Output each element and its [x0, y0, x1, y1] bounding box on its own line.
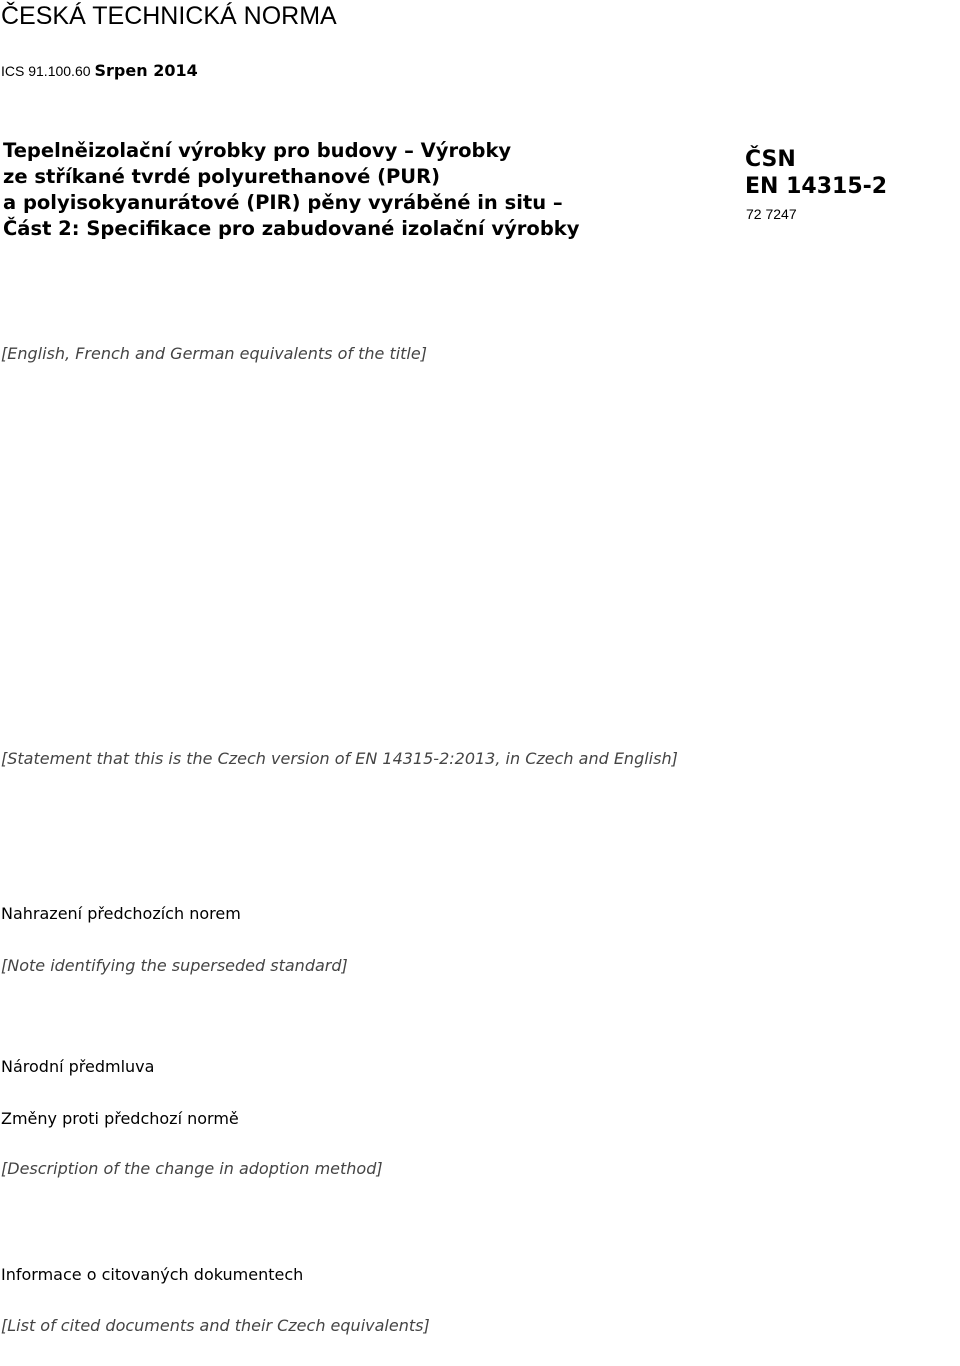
replacement-note: [Note identifying the superseded standard]: [1, 956, 348, 975]
changes-text: [Description of the change in adoption method]: [1, 1159, 383, 1178]
references-text: [List of cited documents and their Czech equivalents]: [1, 1316, 430, 1335]
section-replacement-heading: Nahrazení předchozích norem: [1, 904, 241, 923]
title-line: Tepelněizolační výrobky pro budovy – Výrobky: [3, 139, 512, 162]
section-changes-heading: Změny proti předchozí normě: [1, 1109, 239, 1128]
section-references-heading: Informace o citovaných dokumentech: [1, 1265, 304, 1284]
status-statement: [Statement that this is the Czech version of EN 14315-2:2013, in Czech and English]: [1, 749, 678, 768]
title-line: Část 2: Specifikace pro zabudované izolační výrobky: [3, 217, 580, 240]
designation-csn: ČSN: [745, 147, 796, 172]
standard-designation: [745, 146, 887, 200]
ics-code: ICS 91.100.60: [1, 63, 91, 79]
issue-date: Srpen 2014: [94, 61, 198, 80]
section-foreword-heading: Národní předmluva: [1, 1057, 155, 1076]
classification-number: 72 7247: [746, 206, 797, 222]
title-line: a polyisokyanurátové (PIR) pěny vyráběné in situ –: [3, 191, 563, 214]
titles-other-languages: [English, French and German equivalents of the title]: [1, 344, 427, 363]
ics-date-line: [1, 61, 198, 80]
masthead: ČESKÁ TECHNICKÁ NORMA: [1, 2, 337, 30]
title-line: ze stříkané tvrdé polyurethanové (PUR): [3, 165, 441, 188]
czech-title: [3, 138, 603, 242]
designation-number: EN 14315-2: [745, 174, 888, 199]
